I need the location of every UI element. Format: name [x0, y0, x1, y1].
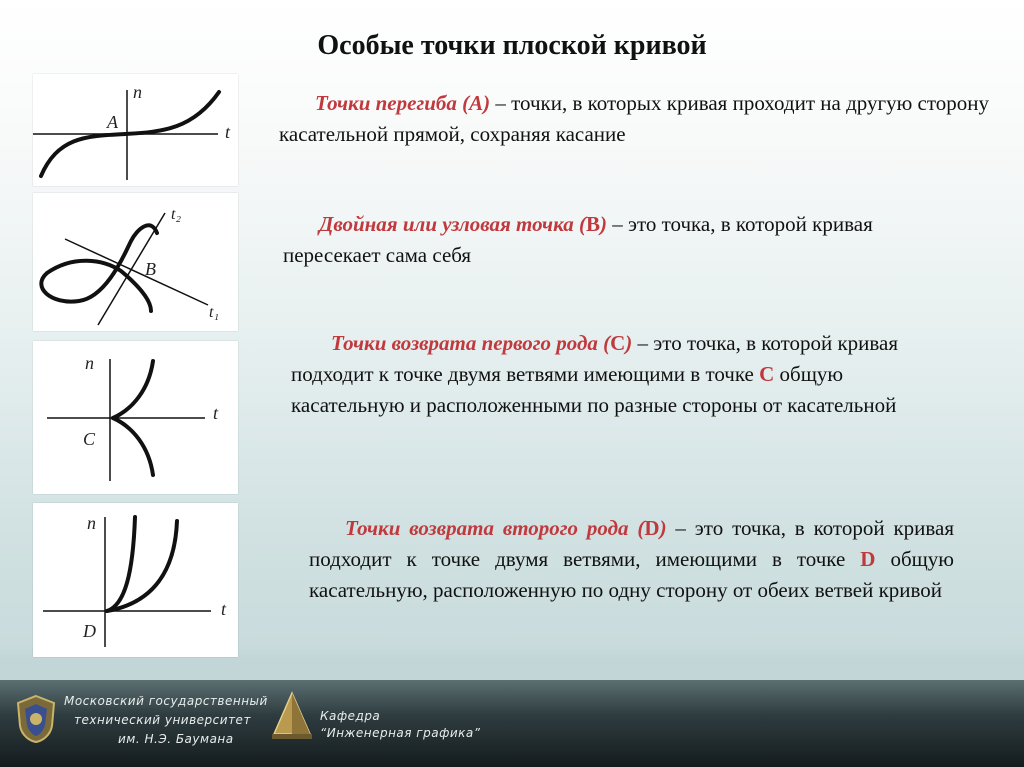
t-label: t — [213, 403, 219, 423]
cusp-second-kind-diagram — [33, 503, 238, 657]
inflection-diagram — [33, 74, 238, 186]
point-ref: С — [759, 362, 775, 386]
definition-text-b: общую касательную и расположенными по разные стороны от касательной — [291, 362, 897, 417]
department-line-2: “Инженерная графика” — [320, 726, 481, 740]
term-close: ) — [659, 516, 667, 540]
figure-cusp-first-kind — [33, 341, 238, 494]
inner-branch — [107, 517, 135, 611]
loop-curve — [41, 225, 157, 311]
term-point: D — [644, 516, 660, 540]
department-line-1: Кафедра — [320, 709, 381, 723]
term-point: C — [610, 331, 626, 355]
n-label: n — [87, 513, 96, 533]
definition-text-a: – это точка, в которой кривая подходит к точке двумя ветвями имеющими в точке — [291, 331, 899, 386]
definition-text-b: общую касательную, расположенную по одну сторону от обеих ветвей кривой — [309, 547, 954, 602]
term-cusp-second-kind: Точки возврата второго рода ( — [345, 516, 645, 540]
department-pyramid-icon — [270, 690, 314, 742]
point-label: D — [83, 621, 96, 641]
slide-title: Особые точки плоской кривой — [317, 30, 707, 61]
t-label: t — [225, 122, 231, 142]
t-label: t — [221, 599, 227, 619]
t2-label: t₂ — [171, 206, 182, 223]
cusp-first-kind-diagram — [33, 341, 238, 494]
t1-line — [65, 239, 208, 305]
university-line-1: Московский государственный — [64, 694, 268, 708]
point-label: C — [83, 429, 96, 449]
figure-inflection-point — [33, 74, 238, 186]
term-point: B — [585, 212, 600, 236]
point-label: B — [145, 259, 156, 279]
university-line-3: им. Н.Э. Баумана — [118, 732, 234, 746]
definition-text: – это точка, в которой кривая пересекает сама себя — [283, 212, 873, 267]
figure-cusp-second-kind — [33, 503, 238, 657]
term-inflection: Точки перегиба (А) — [315, 91, 491, 115]
outer-branch — [107, 521, 177, 611]
university-line-2: технический университет — [74, 713, 251, 727]
lower-branch — [113, 418, 153, 475]
university-emblem-icon — [14, 694, 58, 744]
upper-branch — [113, 361, 153, 418]
double-point-diagram — [33, 193, 238, 331]
term-close: ) — [599, 212, 607, 236]
point-ref: D — [860, 547, 876, 571]
definition-text: – точки, в которых кривая проходит на другую сторону касательной прямой, сохраняя касание — [279, 91, 989, 146]
definition-text-a: – это точка, в которой кривая подходит к точке двумя ветвями, имеющими в точке — [309, 516, 954, 571]
term-double-point: Двойная или узловая точка ( — [319, 212, 586, 236]
n-label: n — [133, 82, 142, 102]
figure-double-point — [33, 193, 238, 331]
definition-double-point — [283, 209, 898, 271]
definition-cusp-second-kind — [309, 513, 954, 606]
term-close: ) — [625, 331, 633, 355]
point-label: A — [107, 112, 118, 132]
definition-inflection — [279, 88, 989, 150]
term-cusp-first-kind: Точки возврата первого рода ( — [331, 331, 611, 355]
t1-label: t₁ — [209, 304, 220, 321]
definition-cusp-first-kind — [291, 328, 941, 421]
n-label: n — [85, 353, 94, 373]
